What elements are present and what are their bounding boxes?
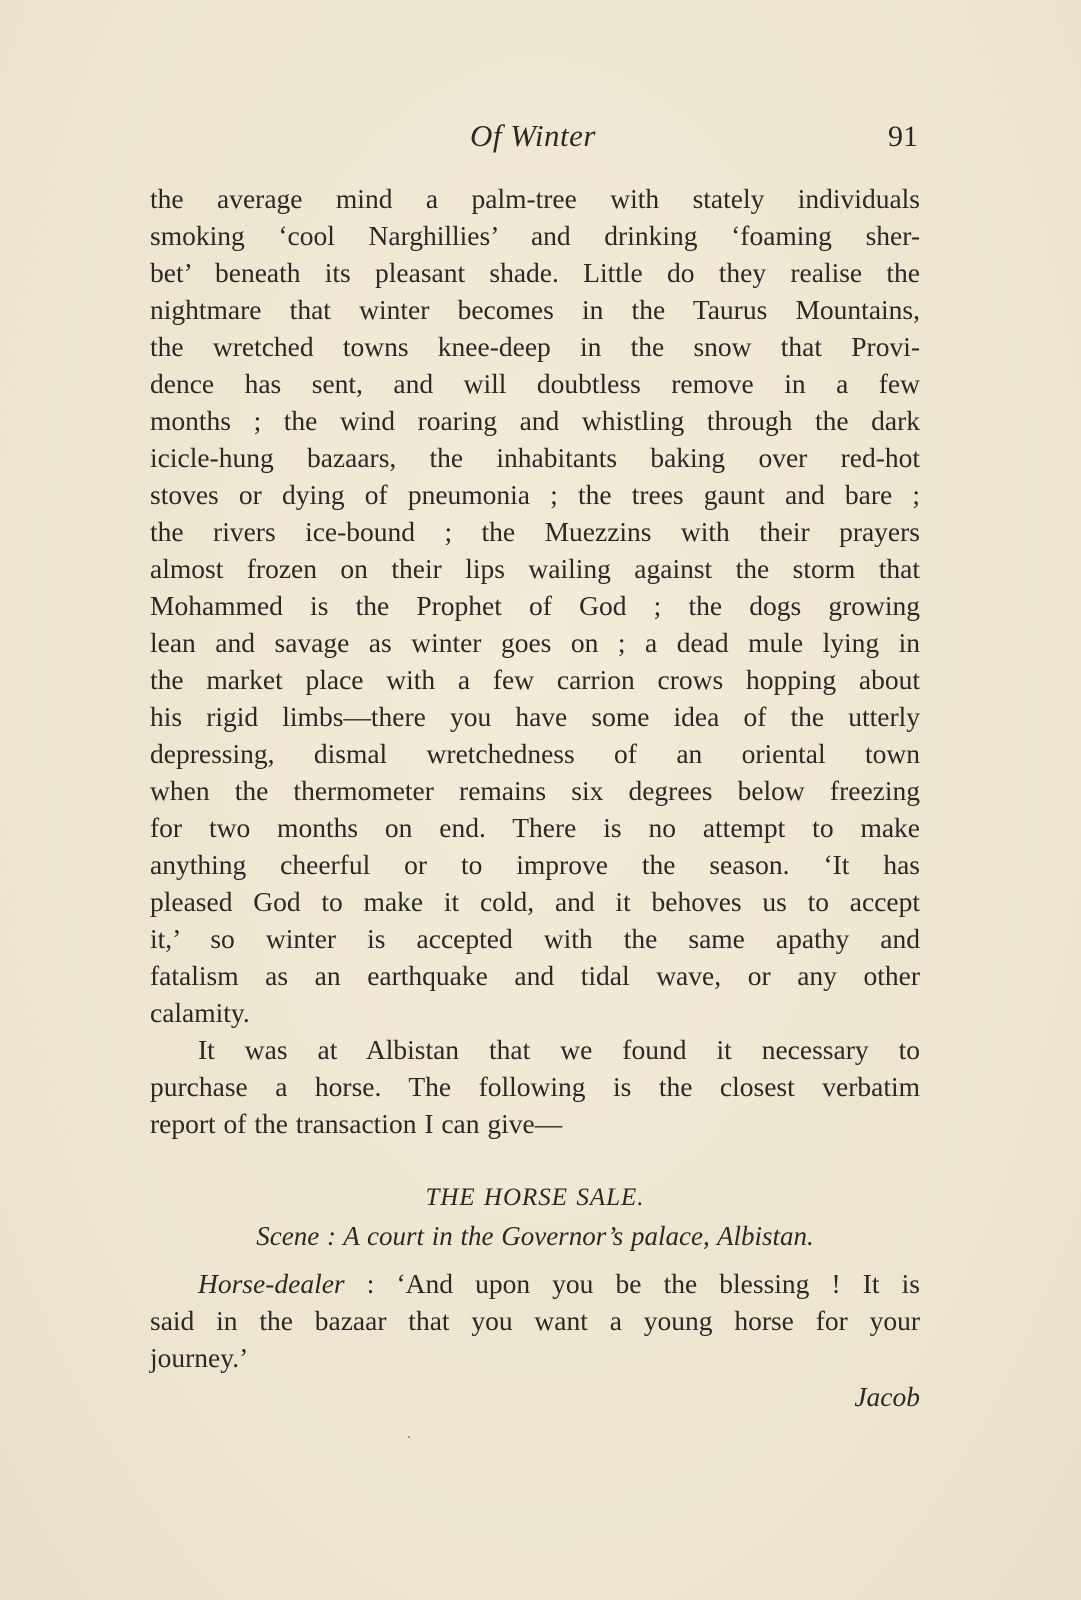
text-line: calamity. [150,997,250,1028]
text-line: the rivers ice-bound ; the Muezzins with their prayers [150,516,920,547]
paragraph-2 [150,1031,920,1142]
section-heading: THE HORSE SALE. [425,1184,645,1211]
text-line: depressing, dismal wretchedness of an oriental town [150,738,920,769]
text-line: dence has sent, and will doubtless remove in a few [150,368,920,399]
text-line: for two months on end. There is no attempt to make [150,812,920,843]
text-line: journey.’ [150,1342,249,1373]
text-line: the wretched towns knee-deep in the snow that Provi- [150,331,920,362]
page-number: 91 [888,120,918,153]
page-header [148,112,918,162]
text-line: nightmare that winter becomes in the Taurus Mountains, [150,294,920,325]
text-line: stoves or dying of pneumonia ; the trees gaunt and bare ; [150,479,920,510]
dialogue-paragraph [150,1265,920,1376]
text-line: report of the transaction I can give— [150,1108,563,1139]
paper-speck [408,1436,410,1438]
text-line: purchase a horse. The following is the closest verbatim [150,1071,920,1102]
text-line: lean and savage as winter goes on ; a dead mule lying in [150,627,920,658]
text-line: it,’ so winter is accepted with the same apathy and [150,923,920,954]
text-line: the average mind a palm-tree with stately individuals [150,183,920,214]
paragraph-1 [150,180,920,1031]
text-line: icicle-hung bazaars, the inhabitants baking over red-hot [150,442,920,473]
text-line: smoking ‘cool Narghillies’ and drinking ‘foaming sher- [150,220,920,251]
text-line: bet’ beneath its pleasant shade. Little do they realise the [150,257,920,288]
text-line: said in the bazaar that you want a young horse for your [150,1305,920,1336]
text-line [150,1265,920,1302]
scene-line: Scene : A court in the Governor’s palace, Albistan. [256,1221,814,1251]
text-line: anything cheerful or to improve the season. ‘It has [150,849,920,880]
text-line: almost frozen on their lips wailing against the storm that [150,553,920,584]
text-line: pleased God to make it cold, and it behoves us to accept [150,886,920,917]
catchword: Jacob [854,1381,920,1412]
text-line: his rigid limbs—there you have some idea of the utterly [150,701,920,732]
dialogue-text: : ‘And upon you be the blessing ! It is [344,1268,920,1299]
text-line: fatalism as an earthquake and tidal wave, or any other [150,960,920,991]
text-line: It was at Albistan that we found it necessary to [198,1034,920,1065]
text-line: the market place with a few carrion crows hopping about [150,664,920,695]
text-line: when the thermometer remains six degrees below freezing [150,775,920,806]
speaker-name: Horse-dealer [198,1268,345,1299]
running-title: Of Winter [470,118,596,153]
text-line: Mohammed is the Prophet of God ; the dogs growing [150,590,920,621]
text-line: months ; the wind roaring and whistling through the dark [150,405,920,436]
body-text [150,180,920,1415]
